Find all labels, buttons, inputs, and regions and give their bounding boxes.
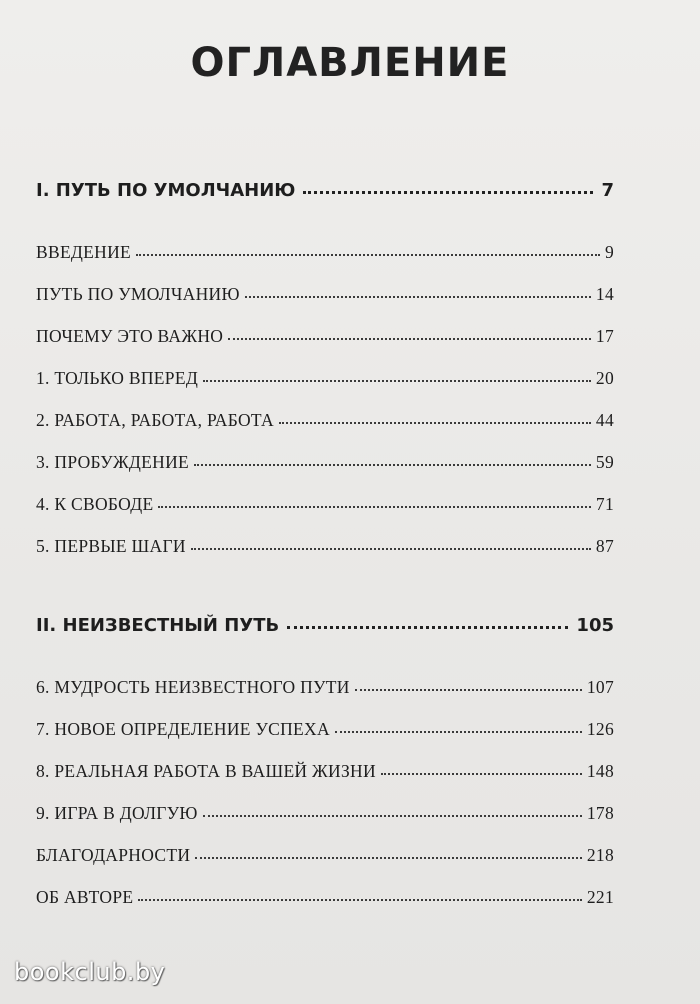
- toc-label: I. ПУТЬ ПО УМОЛЧАНИЮ: [36, 180, 296, 201]
- dot-leader: [194, 460, 591, 466]
- toc-page-number: 17: [595, 326, 614, 346]
- toc-entry: [36, 242, 614, 268]
- toc-page-number: 20: [595, 368, 614, 388]
- dot-leader: [191, 544, 591, 550]
- toc-page-number: 14: [595, 284, 614, 304]
- toc-label: 4. К СВОБОДЕ: [36, 494, 154, 514]
- dot-leader: [136, 250, 600, 256]
- toc-part-2: [36, 615, 614, 641]
- toc-entry: [36, 719, 614, 745]
- toc-page-number: 105: [576, 615, 614, 636]
- toc-page-number: 218: [586, 845, 614, 865]
- toc-entry: [36, 326, 614, 352]
- toc-label: 8. РЕАЛЬНАЯ РАБОТА В ВАШЕЙ ЖИЗНИ: [36, 761, 376, 781]
- toc-label: ПОЧЕМУ ЭТО ВАЖНО: [36, 326, 224, 346]
- toc-page-number: 87: [595, 536, 614, 556]
- toc-entry: [36, 494, 614, 520]
- toc-entry: [36, 410, 614, 436]
- toc-page-number: 107: [586, 677, 614, 697]
- dot-leader: [279, 418, 591, 424]
- dot-leader: [203, 376, 591, 382]
- dot-leader: [245, 292, 591, 298]
- toc-label: ПУТЬ ПО УМОЛЧАНИЮ: [36, 284, 240, 304]
- toc-label: 1. ТОЛЬКО ВПЕРЕД: [36, 368, 199, 388]
- toc-page-number: 126: [586, 719, 614, 739]
- toc-page-number: 178: [586, 803, 614, 823]
- dot-leader: [158, 502, 590, 508]
- toc-label: БЛАГОДАРНОСТИ: [36, 845, 191, 865]
- toc-label: ОБ АВТОРЕ: [36, 887, 134, 907]
- toc-label: 2. РАБОТА, РАБОТА, РАБОТА: [36, 410, 274, 430]
- toc-label: 9. ИГРА В ДОЛГУЮ: [36, 803, 198, 823]
- dot-leader: [355, 685, 582, 691]
- toc-entry: [36, 803, 614, 829]
- dot-leader: [195, 853, 582, 859]
- dot-leader: [287, 622, 568, 629]
- toc-label: II. НЕИЗВЕСТНЫЙ ПУТЬ: [36, 615, 280, 636]
- dot-leader: [335, 727, 582, 733]
- dot-leader: [381, 769, 582, 775]
- watermark: bookclub.by: [14, 958, 166, 986]
- toc-page-number: 71: [595, 494, 614, 514]
- toc-page-number: 221: [586, 887, 614, 907]
- dot-leader: [203, 811, 582, 817]
- toc-entry: [36, 536, 614, 562]
- toc-label: 3. ПРОБУЖДЕНИЕ: [36, 452, 190, 472]
- toc-label: ВВЕДЕНИЕ: [36, 242, 132, 262]
- toc-entry: [36, 452, 614, 478]
- dot-leader: [303, 187, 593, 194]
- toc-entry: [36, 284, 614, 310]
- toc-entry: [36, 761, 614, 787]
- toc-page-number: 44: [595, 410, 614, 430]
- dot-leader: [138, 895, 581, 901]
- toc-part-1: [36, 180, 614, 206]
- toc-entry: [36, 368, 614, 394]
- toc-page-number: 7: [601, 180, 614, 201]
- toc-entry: [36, 845, 614, 871]
- toc-entry: [36, 887, 614, 913]
- toc-entry: [36, 677, 614, 703]
- toc-page-number: 59: [595, 452, 614, 472]
- toc-page-number: 148: [586, 761, 614, 781]
- page-title: ОГЛАВЛЕНИЕ: [190, 40, 510, 86]
- toc-label: 6. МУДРОСТЬ НЕИЗВЕСТНОГО ПУТИ: [36, 677, 350, 697]
- toc-label: 7. НОВОЕ ОПРЕДЕЛЕНИЕ УСПЕХА: [36, 719, 330, 739]
- toc-label: 5. ПЕРВЫЕ ШАГИ: [36, 536, 186, 556]
- dot-leader: [228, 334, 591, 340]
- toc-page-number: 9: [604, 242, 614, 262]
